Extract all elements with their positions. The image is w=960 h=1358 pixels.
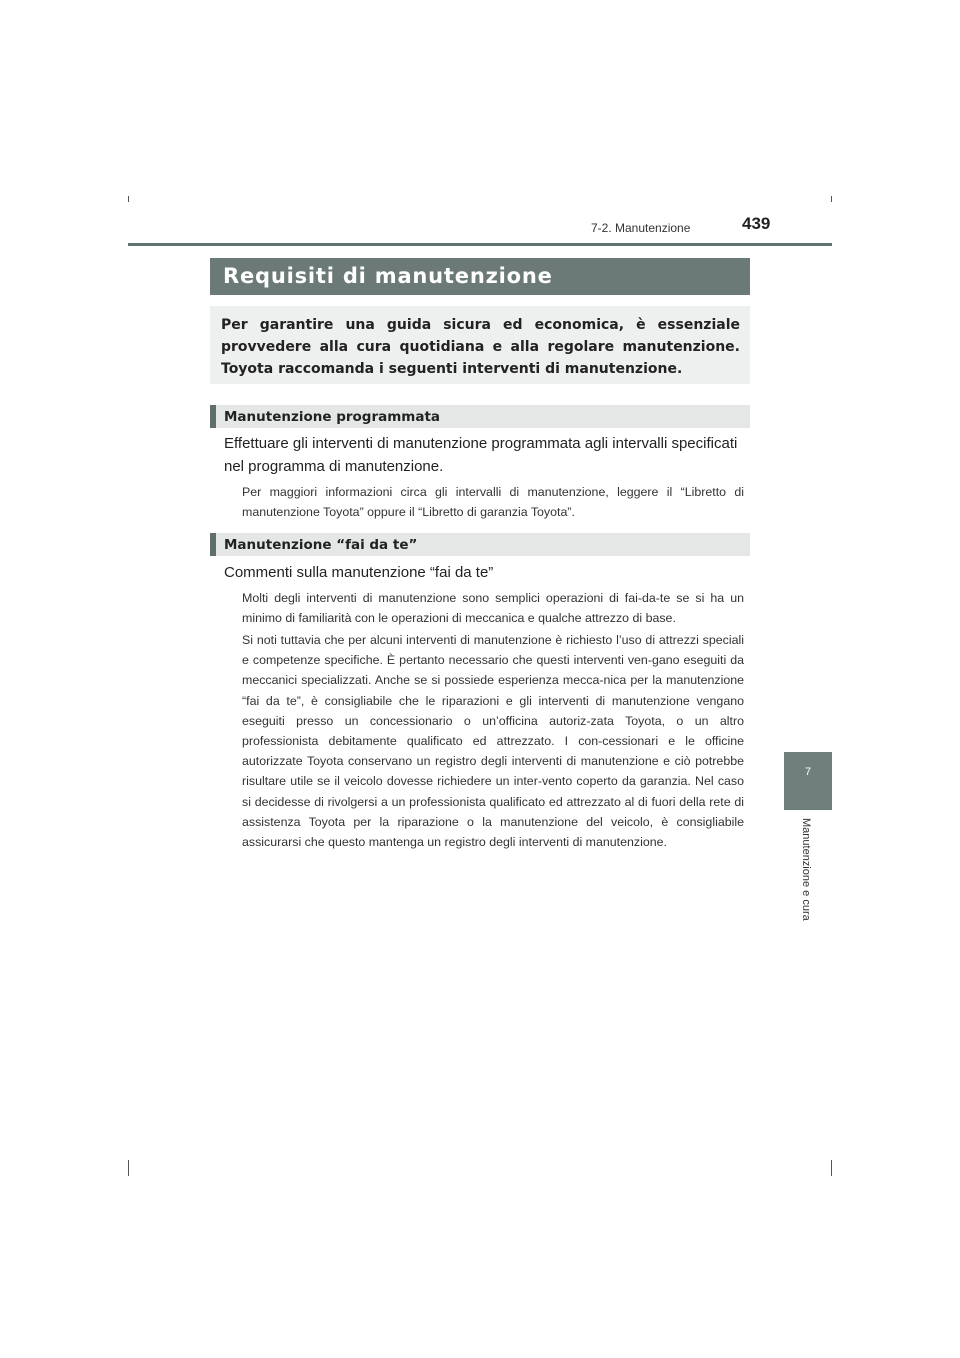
section-paragraph: Per maggiori informazioni circa gli intervalli di manutenzione, leggere il “Libretto di manutenzione Toyota” oppure il “Libretto di garanzia Toyota”. (242, 485, 744, 520)
section-heading-accent (210, 405, 216, 428)
section-paragraph: Si noti tuttavia che per alcuni interventi di manutenzione è richiesto l’uso di attrezzi speciali e competenze specifiche. È pertanto necessario che questi interventi ven-gano eseguiti da meccanici specializzati. Anche se si possiede esperienza mecca-nica per la manutenzione “fai da te”, è consigliabile che le riparazioni e gli interventi di manutenzione vengano eseguiti presso un concessionario o un’officina autoriz-zata Toyota, o un altro professionista debitamente qualificato ed attrezzato. I con-cessionari e le officine autorizzate Toyota conservano un registro degli interventi di manutenzione e ciò potrebbe risultare utile se il veicolo dovesse richiedere un inter-vento coperto da garanzia. Nel caso si decidesse di rivolgersi a un professionista qualificato ed attrezzato al di fuori della rete di assistenza Toyota per la riparazione o la manutenzione del veicolo, è consigliabile assicurarsi che questo mantenga un registro degli interventi di manutenzione. (242, 633, 744, 850)
chapter-tab-label: Manutenzione e cura (800, 818, 812, 921)
intro-text: Per garantire una guida sicura ed economica, è essenziale provvedere alla cura quotidiana e alla regolare manutenzione. Toyota raccomanda i seguenti interventi di manutenzione. (221, 317, 740, 377)
section-lead: Effettuare gli interventi di manutenzione programmata agli intervalli specificati nel programma di manutenzione. (224, 435, 738, 475)
intro-box (210, 306, 750, 384)
section-paragraph: Molti degli interventi di manutenzione sono semplici operazioni di fai-da-te se si ha un minimo di familiarità con le operazioni di meccanica e qualche attrezzo di base. (242, 591, 744, 626)
section-heading: Manutenzione “fai da te” (224, 537, 418, 553)
crop-mark-top-right (831, 196, 832, 202)
running-header-section: 7-2. Manutenzione (591, 221, 691, 235)
section-heading-bar (210, 533, 750, 556)
section-lead: Commenti sulla manutenzione “fai da te” (224, 564, 494, 581)
crop-mark-top-left (128, 196, 129, 202)
crop-mark-bottom-right (831, 1160, 832, 1176)
crop-mark-bottom-left (128, 1160, 129, 1176)
header-rule (128, 243, 832, 246)
page-title-bar (210, 258, 750, 295)
section-heading-accent (210, 533, 216, 556)
section-heading: Manutenzione programmata (224, 409, 441, 425)
chapter-tab: 7 (784, 752, 832, 810)
page-number: 439 (742, 214, 771, 233)
page-title: Requisiti di manutenzione (223, 264, 553, 288)
section-heading-bar (210, 405, 750, 428)
